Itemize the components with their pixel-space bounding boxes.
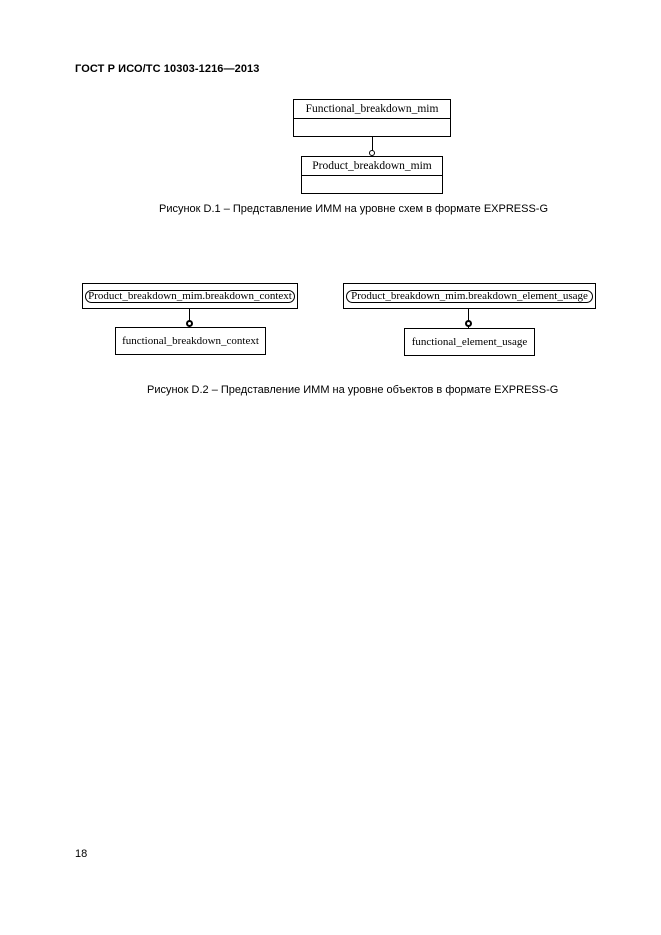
page-number: 18 — [75, 848, 88, 860]
right-referenced-entity-frame — [343, 283, 596, 309]
left-relation-circle-icon — [186, 320, 193, 327]
right-entity-box: functional_element_usage — [404, 328, 535, 356]
parent-schema-box — [293, 99, 451, 137]
left-referenced-entity-frame — [82, 283, 298, 309]
figure-d2-caption: Рисунок D.2 – Представление ИММ на уровне объектов в формате EXPRESS-G — [147, 384, 559, 396]
figure-d1-caption: Рисунок D.1 – Представление ИММ на уровне схем в формате EXPRESS-G — [159, 203, 549, 215]
left-entity-box: functional_breakdown_context — [115, 327, 266, 355]
child-schema-title: Product_breakdown_mim — [302, 157, 442, 176]
schema-relation-line — [372, 137, 373, 151]
parent-schema-title: Functional_breakdown_mim — [294, 100, 450, 119]
page-header: ГОСТ Р ИСО/ТС 10303-1216—2013 — [75, 63, 260, 75]
right-referenced-entity-label: Product_breakdown_mim.breakdown_element_usage — [346, 290, 593, 303]
right-relation-circle-icon — [465, 320, 472, 327]
child-schema-box — [301, 156, 443, 194]
left-referenced-entity-label: Product_breakdown_mim.breakdown_context — [85, 290, 295, 303]
